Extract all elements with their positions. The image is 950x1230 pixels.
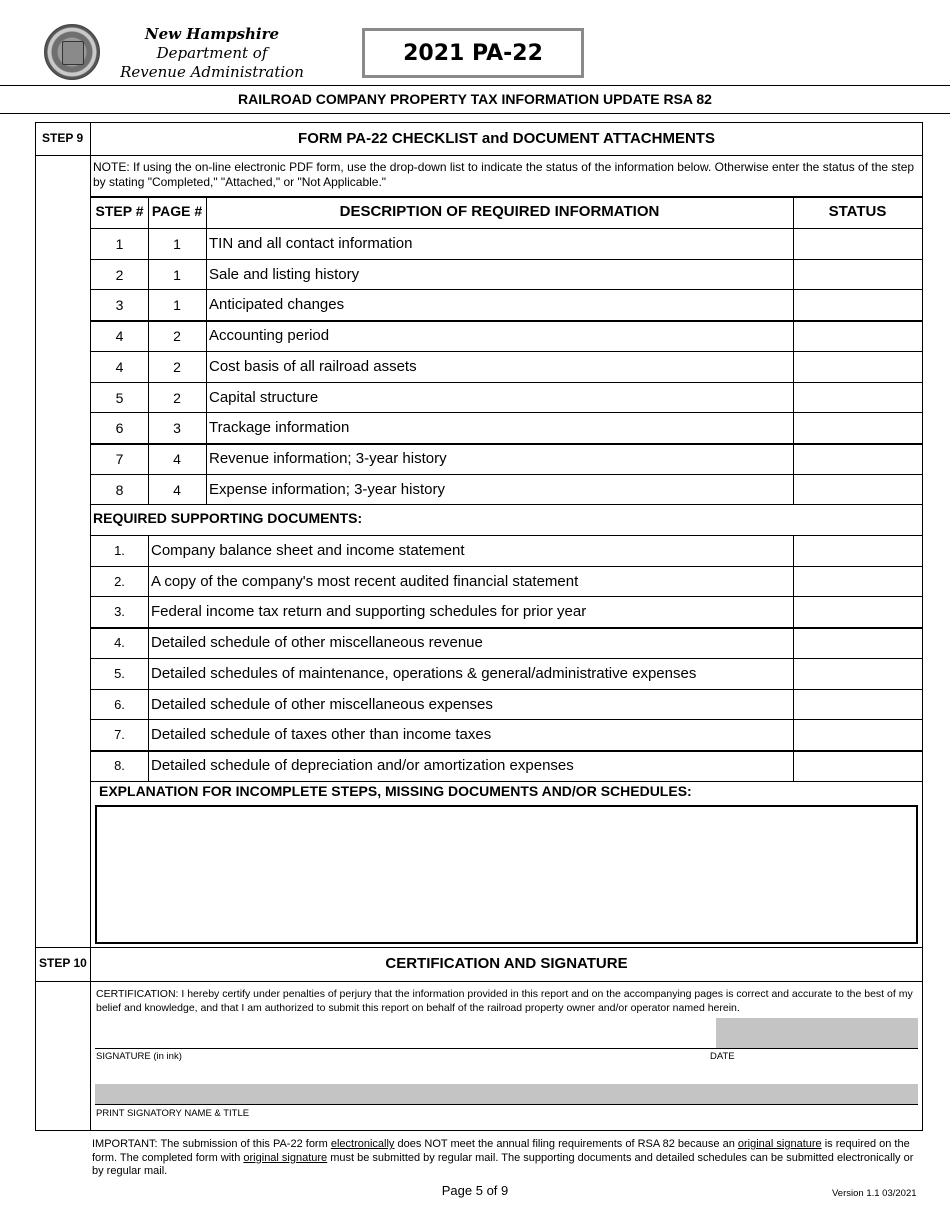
doc-status-field[interactable]	[794, 690, 922, 719]
doc-number: 3.	[114, 604, 125, 620]
row-page-num: 1	[173, 266, 181, 283]
frame-left	[35, 122, 36, 1131]
dept-line2: Department of	[156, 44, 268, 62]
row-description: Trackage information	[209, 419, 350, 437]
doc-number: 5.	[114, 665, 125, 681]
certification-text: CERTIFICATION: I hereby certify under penalties of perjury that the information provided in this report and on the accompanying pages is correct and accurate to the best of my belief and knowledge, and that I am authorized to submit this report on behalf of the railroad property owner and/or operator named herein.	[96, 988, 913, 1014]
row-step-num: 1	[115, 236, 124, 252]
row-page-num: 1	[173, 236, 181, 252]
row-description: TIN and all contact information	[209, 235, 413, 252]
doc-status-field[interactable]	[794, 659, 922, 688]
date-label: DATE	[710, 1051, 735, 1062]
step9-heading: FORM PA-22 CHECKLIST and DOCUMENT ATTACHMENTS	[298, 130, 715, 147]
frame-bottom	[35, 1130, 923, 1131]
row-description: Cost basis of all railroad assets	[209, 357, 417, 375]
doc-description: Detailed schedule of depreciation and/or amortization expenses	[151, 756, 574, 774]
row-page-num: 2	[173, 358, 181, 375]
row-status-field[interactable]	[794, 290, 922, 319]
doc-row-rule	[90, 781, 923, 782]
step9-note: NOTE: If using the on-line electronic PDF form, use the drop-down list to indicate the status of the information below. Otherwise enter the status of the step by stating "Completed," "Attached," or "Not Applicable."	[93, 160, 915, 189]
doc-number: 8.	[114, 757, 125, 773]
row-status-field[interactable]	[794, 475, 922, 504]
version-label: Version 1.1 03/2021	[832, 1188, 917, 1199]
row-description: Sale and listing history	[209, 265, 360, 283]
row-page-num: 4	[173, 481, 181, 498]
row-step-num: 5	[115, 389, 124, 406]
row-page-num: 3	[173, 420, 181, 437]
row-status-field[interactable]	[794, 352, 922, 381]
row-description: Accounting period	[209, 327, 330, 345]
dept-state: New Hampshire	[144, 25, 280, 43]
row-step-num: 3	[115, 297, 124, 314]
signature-line[interactable]	[95, 1048, 918, 1049]
row-step-num: 6	[115, 420, 124, 437]
row-step-num: 2	[115, 266, 124, 283]
supporting-docs-heading: REQUIRED SUPPORTING DOCUMENTS:	[93, 510, 363, 526]
row-description: Revenue information; 3-year history	[209, 449, 447, 467]
row-page-num: 2	[173, 389, 181, 406]
row-description: Expense information; 3-year history	[209, 480, 445, 498]
form-subtitle: RAILROAD COMPANY PROPERTY TAX INFORMATION UPDATE RSA 82	[238, 91, 712, 107]
frame-top	[35, 122, 923, 123]
doc-description: Detailed schedule of other miscellaneous revenue	[151, 634, 483, 652]
print-name-label: PRINT SIGNATORY NAME & TITLE	[96, 1108, 250, 1119]
doc-status-field[interactable]	[794, 751, 922, 780]
nh-seal-logo	[44, 24, 100, 80]
doc-description: Detailed schedule of taxes other than income taxes	[151, 726, 492, 744]
row-step-num: 7	[115, 450, 124, 467]
doc-status-field[interactable]	[794, 628, 922, 657]
important-notice: IMPORTANT: The submission of this PA-22 form electronically does NOT meet the annual filing requirements of RSA 82 because an original signature is required on the form. The completed form with original signature must be submitted by regular mail. The supporting documents and detailed schedules can be submitted electronically or by regular mail.	[92, 1138, 914, 1177]
doc-description: Detailed schedule of other miscellaneous expenses	[151, 695, 493, 713]
row-status-field[interactable]	[794, 229, 922, 258]
col-header-status: STATUS	[828, 203, 887, 220]
doc-status-field[interactable]	[794, 567, 922, 596]
doc-status-field[interactable]	[794, 597, 922, 626]
step9-label: STEP 9	[42, 131, 84, 145]
doc-number: 6.	[114, 696, 125, 712]
row-page-num: 2	[173, 328, 181, 345]
signature-label: SIGNATURE (in ink)	[96, 1051, 182, 1062]
dept-line3: Revenue Administration	[120, 63, 304, 81]
row-description: Capital structure	[209, 388, 319, 406]
doc-description: Company balance sheet and income statement	[151, 542, 465, 559]
doc-description: Federal income tax return and supporting schedules for prior year	[151, 603, 587, 621]
row-status-field[interactable]	[794, 413, 922, 442]
row-description: Anticipated changes	[209, 296, 345, 314]
row-page-num: 1	[173, 297, 181, 314]
col-header-step: STEP #	[95, 203, 144, 219]
row-page-num: 4	[173, 450, 181, 467]
doc-number: 1.	[114, 543, 125, 558]
doc-number: 4.	[114, 635, 125, 651]
col-header-description: DESCRIPTION OF REQUIRED INFORMATION	[339, 203, 660, 220]
col-header-page: PAGE #	[151, 203, 203, 219]
date-field[interactable]	[716, 1018, 918, 1048]
explanation-textarea[interactable]	[95, 805, 918, 944]
doc-description: Detailed schedules of maintenance, operations & general/administrative expenses	[151, 664, 697, 682]
row-rule	[90, 504, 923, 505]
doc-status-field[interactable]	[794, 720, 922, 749]
header-divider	[0, 85, 950, 86]
step10-label: STEP 10	[39, 956, 87, 970]
row-step-num: 4	[115, 358, 124, 375]
doc-status-field[interactable]	[794, 536, 922, 565]
page-number: Page 5 of 9	[441, 1183, 509, 1198]
form-title: 2021 PA-22	[362, 28, 584, 78]
row-step-num: 8	[115, 481, 124, 498]
doc-number: 2.	[114, 573, 125, 589]
row-status-field[interactable]	[794, 260, 922, 289]
step10-heading: CERTIFICATION AND SIGNATURE	[385, 955, 628, 972]
doc-description: A copy of the company's most recent audited financial statement	[151, 572, 579, 590]
doc-number: 7.	[114, 727, 125, 743]
print-name-field[interactable]	[95, 1084, 918, 1104]
explanation-heading: EXPLANATION FOR INCOMPLETE STEPS, MISSING DOCUMENTS AND/OR SCHEDULES:	[99, 783, 692, 799]
row-status-field[interactable]	[794, 321, 922, 350]
subtitle-divider	[0, 113, 950, 114]
row-step-num: 4	[115, 328, 124, 345]
row-status-field[interactable]	[794, 383, 922, 412]
row-status-field[interactable]	[794, 444, 922, 473]
